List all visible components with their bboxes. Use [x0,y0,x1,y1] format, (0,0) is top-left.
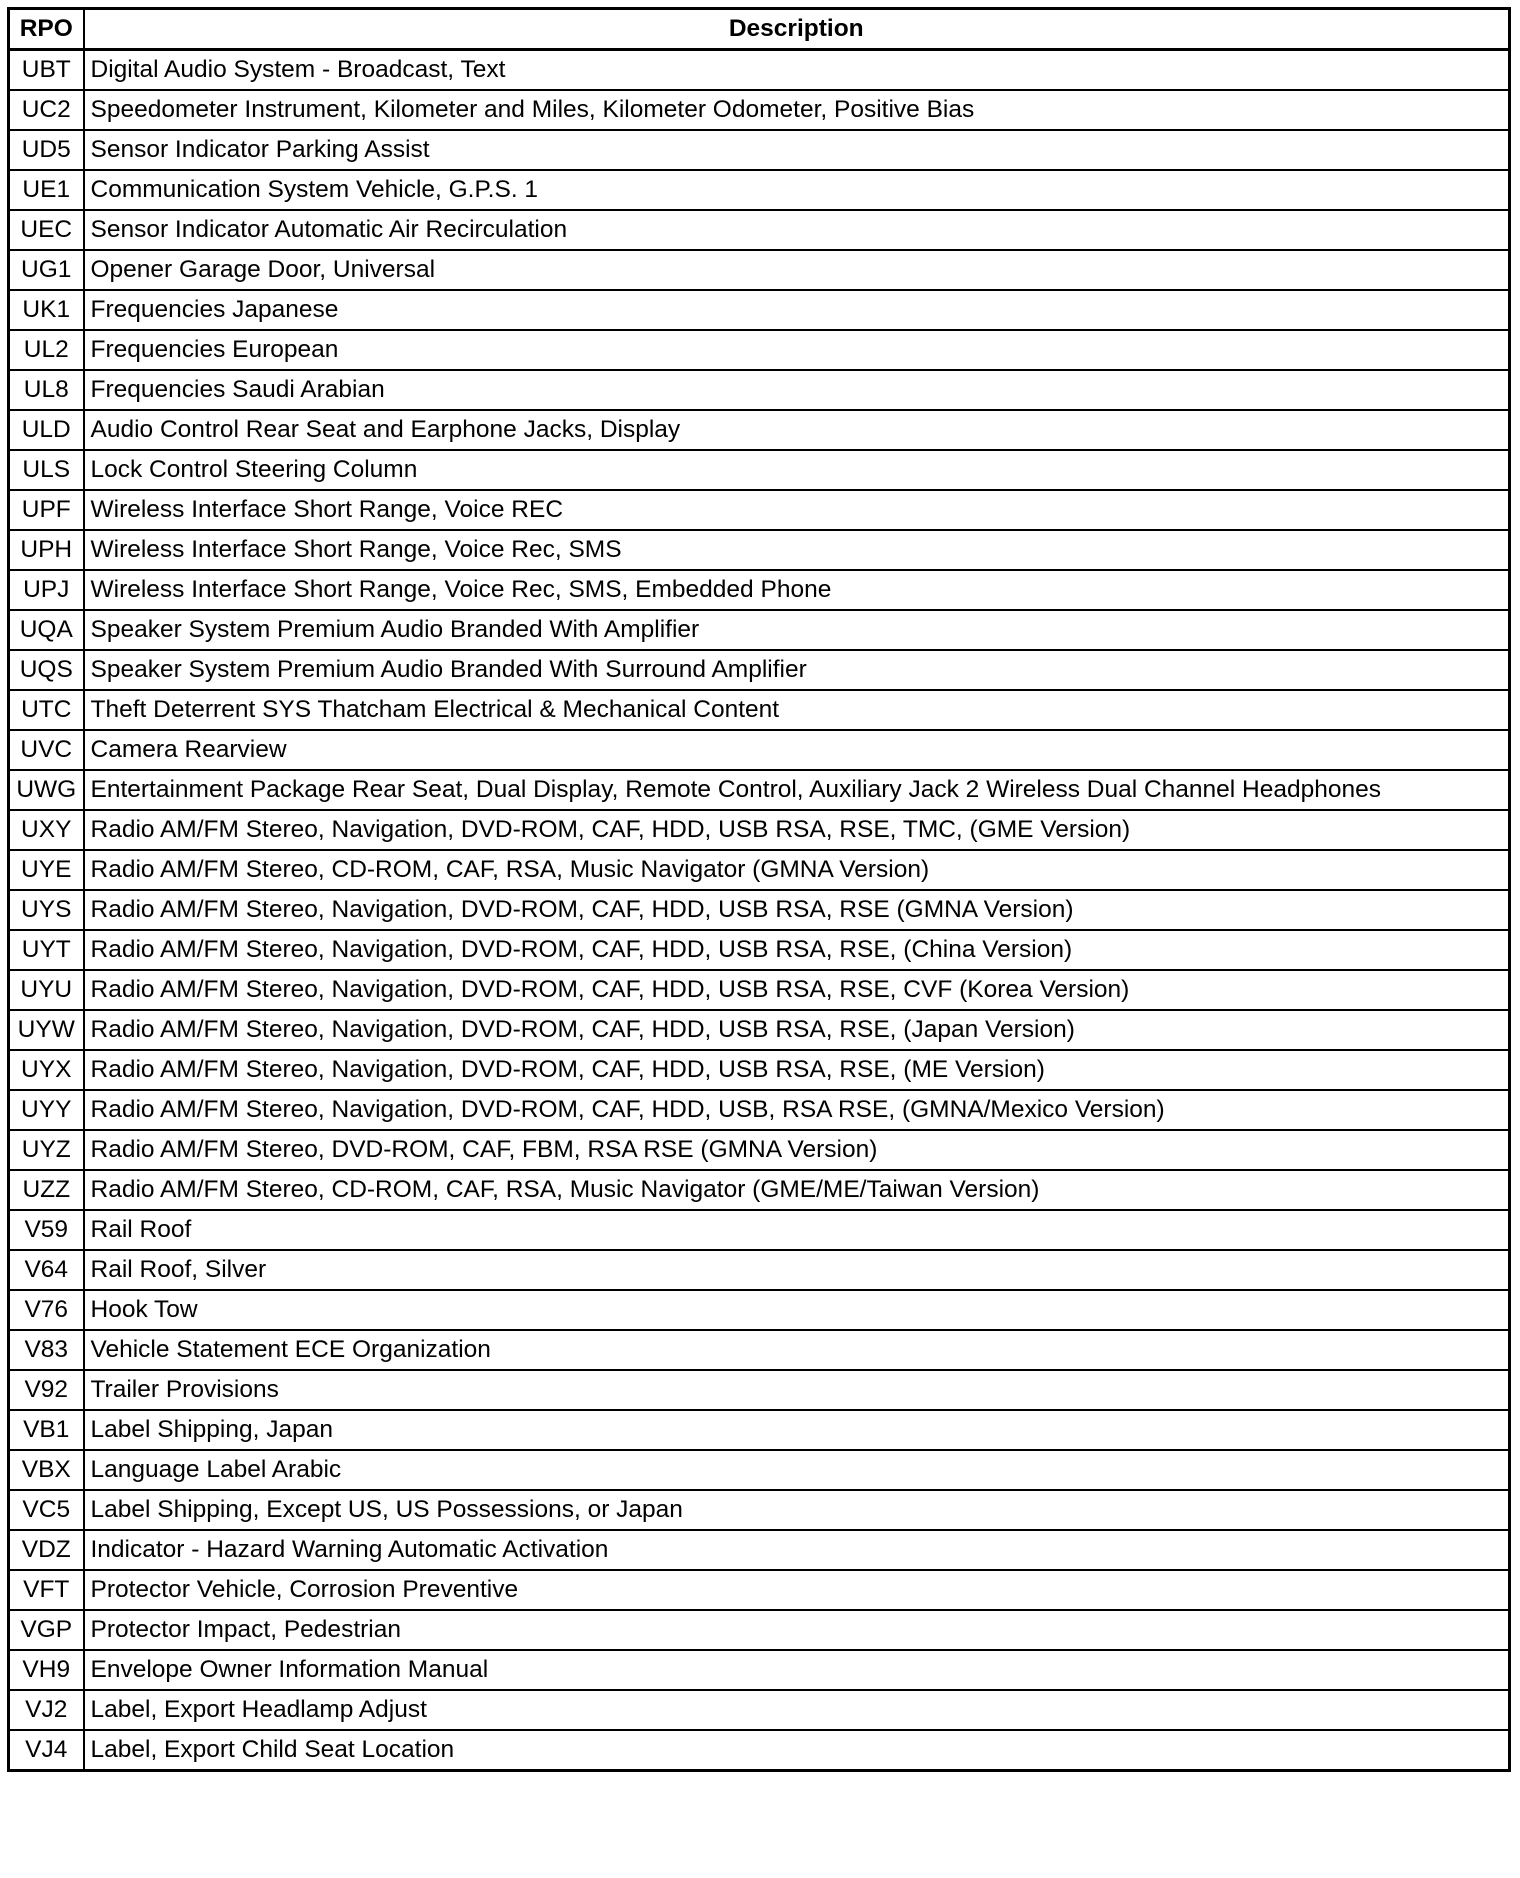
rpo-code-cell: V59 [9,1210,84,1250]
description-cell: Wireless Interface Short Range, Voice Rec, SMS [84,530,1510,570]
rpo-code-cell: UXY [9,810,84,850]
description-cell: Communication System Vehicle, G.P.S. 1 [84,170,1510,210]
rpo-code-cell: UYU [9,970,84,1010]
description-cell: Frequencies Saudi Arabian [84,370,1510,410]
rpo-code-cell: VB1 [9,1410,84,1450]
description-cell: Wireless Interface Short Range, Voice REC [84,490,1510,530]
table-row [9,1290,1510,1330]
rpo-code-cell: VJ2 [9,1690,84,1730]
rpo-code-cell: VDZ [9,1530,84,1570]
description-cell: Vehicle Statement ECE Organization [84,1330,1510,1370]
description-cell: Speaker System Premium Audio Branded With Amplifier [84,610,1510,650]
rpo-code-cell: UBT [9,50,84,91]
rpo-code-cell: VH9 [9,1650,84,1690]
description-cell: Sensor Indicator Automatic Air Recirculation [84,210,1510,250]
table-row [9,90,1510,130]
table-row [9,1490,1510,1530]
rpo-code-cell: VFT [9,1570,84,1610]
description-cell: Radio AM/FM Stereo, CD-ROM, CAF, RSA, Music Navigator (GME/ME/Taiwan Version) [84,1170,1510,1210]
description-cell: Sensor Indicator Parking Assist [84,130,1510,170]
table-row [9,1610,1510,1650]
table-row [9,570,1510,610]
rpo-code-cell: UK1 [9,290,84,330]
rpo-code-cell: UYX [9,1050,84,1090]
rpo-code-cell: UYY [9,1090,84,1130]
table-row [9,370,1510,410]
table-row [9,930,1510,970]
rpo-code-cell: UYT [9,930,84,970]
description-cell: Trailer Provisions [84,1370,1510,1410]
description-cell: Envelope Owner Information Manual [84,1650,1510,1690]
table-row [9,1090,1510,1130]
rpo-code-cell: UC2 [9,90,84,130]
rpo-code-cell: VBX [9,1450,84,1490]
table-row [9,890,1510,930]
header-row [9,9,1510,50]
description-cell: Protector Impact, Pedestrian [84,1610,1510,1650]
rpo-code-cell: UYE [9,850,84,890]
rpo-code-cell: UZZ [9,1170,84,1210]
table-row [9,50,1510,91]
table-body [9,50,1510,1771]
rpo-code-cell: UVC [9,730,84,770]
rpo-code-cell: UYS [9,890,84,930]
rpo-code-cell: VJ4 [9,1730,84,1771]
table-row [9,170,1510,210]
description-cell: Radio AM/FM Stereo, Navigation, DVD-ROM, CAF, HDD, USB RSA, RSE, (Japan Version) [84,1010,1510,1050]
table-row [9,1730,1510,1771]
table-row [9,1690,1510,1730]
table-row [9,650,1510,690]
rpo-code-cell: V76 [9,1290,84,1330]
table-row [9,210,1510,250]
description-cell: Radio AM/FM Stereo, DVD-ROM, CAF, FBM, RSA RSE (GMNA Version) [84,1130,1510,1170]
rpo-code-cell: ULD [9,410,84,450]
description-cell: Radio AM/FM Stereo, Navigation, DVD-ROM, CAF, HDD, USB RSA, RSE, (China Version) [84,930,1510,970]
table-row [9,690,1510,730]
rpo-code-cell: UWG [9,770,84,810]
description-cell: Theft Deterrent SYS Thatcham Electrical & Mechanical Content [84,690,1510,730]
rpo-code-cell: UL2 [9,330,84,370]
table-row [9,970,1510,1010]
description-cell: Digital Audio System - Broadcast, Text [84,50,1510,91]
table-row [9,1570,1510,1610]
rpo-code-cell: V92 [9,1370,84,1410]
table-row [9,530,1510,570]
description-cell: Radio AM/FM Stereo, Navigation, DVD-ROM, CAF, HDD, USB RSA, RSE, (ME Version) [84,1050,1510,1090]
description-cell: Radio AM/FM Stereo, CD-ROM, CAF, RSA, Music Navigator (GMNA Version) [84,850,1510,890]
rpo-code-cell: VC5 [9,1490,84,1530]
table-row [9,1050,1510,1090]
rpo-code-cell: UPJ [9,570,84,610]
rpo-code-cell: V83 [9,1330,84,1370]
table-row [9,1330,1510,1370]
description-cell: Radio AM/FM Stereo, Navigation, DVD-ROM, CAF, HDD, USB, RSA RSE, (GMNA/Mexico Version) [84,1090,1510,1130]
description-cell: Camera Rearview [84,730,1510,770]
rpo-code-cell: UQA [9,610,84,650]
rpo-code-cell: UQS [9,650,84,690]
table-row [9,490,1510,530]
rpo-code-cell: UPF [9,490,84,530]
rpo-code-cell: UD5 [9,130,84,170]
header-description: Description [84,9,1510,50]
description-cell: Label Shipping, Japan [84,1410,1510,1450]
rpo-code-cell: UTC [9,690,84,730]
description-cell: Opener Garage Door, Universal [84,250,1510,290]
table-row [9,130,1510,170]
rpo-code-cell: UEC [9,210,84,250]
table-row [9,410,1510,450]
description-cell: Wireless Interface Short Range, Voice Rec, SMS, Embedded Phone [84,570,1510,610]
description-cell: Radio AM/FM Stereo, Navigation, DVD-ROM, CAF, HDD, USB RSA, RSE, TMC, (GME Version) [84,810,1510,850]
table-row [9,1530,1510,1570]
rpo-code-cell: UYW [9,1010,84,1050]
table-row [9,450,1510,490]
description-cell: Radio AM/FM Stereo, Navigation, DVD-ROM, CAF, HDD, USB RSA, RSE (GMNA Version) [84,890,1510,930]
table-row [9,290,1510,330]
description-cell: Frequencies Japanese [84,290,1510,330]
table-row [9,850,1510,890]
description-cell: Speaker System Premium Audio Branded With Surround Amplifier [84,650,1510,690]
rpo-table [7,7,1511,1772]
rpo-code-cell: UL8 [9,370,84,410]
description-cell: Protector Vehicle, Corrosion Preventive [84,1570,1510,1610]
table-row [9,1170,1510,1210]
table-row [9,1250,1510,1290]
description-cell: Radio AM/FM Stereo, Navigation, DVD-ROM, CAF, HDD, USB RSA, RSE, CVF (Korea Version) [84,970,1510,1010]
description-cell: Frequencies European [84,330,1510,370]
table-row [9,610,1510,650]
table-row [9,330,1510,370]
table-row [9,1650,1510,1690]
table-row [9,1450,1510,1490]
description-cell: Label Shipping, Except US, US Possessions, or Japan [84,1490,1510,1530]
description-cell: Language Label Arabic [84,1450,1510,1490]
rpo-code-cell: VGP [9,1610,84,1650]
description-cell: Indicator - Hazard Warning Automatic Activation [84,1530,1510,1570]
description-cell: Lock Control Steering Column [84,450,1510,490]
rpo-code-cell: UYZ [9,1130,84,1170]
description-cell: Rail Roof, Silver [84,1250,1510,1290]
table-row [9,770,1510,810]
table-row [9,810,1510,850]
description-cell: Label, Export Headlamp Adjust [84,1690,1510,1730]
table-row [9,1210,1510,1250]
description-cell: Label, Export Child Seat Location [84,1730,1510,1771]
table-row [9,1410,1510,1450]
description-cell: Entertainment Package Rear Seat, Dual Display, Remote Control, Auxiliary Jack 2 Wireless Dual Channel Headphones [84,770,1510,810]
table-row [9,730,1510,770]
table-row [9,250,1510,290]
description-cell: Hook Tow [84,1290,1510,1330]
rpo-code-cell: V64 [9,1250,84,1290]
description-cell: Audio Control Rear Seat and Earphone Jacks, Display [84,410,1510,450]
description-cell: Rail Roof [84,1210,1510,1250]
header-rpo: RPO [9,9,84,50]
table-row [9,1130,1510,1170]
rpo-code-cell: UE1 [9,170,84,210]
rpo-code-cell: UG1 [9,250,84,290]
table-row [9,1370,1510,1410]
rpo-code-cell: UPH [9,530,84,570]
rpo-code-cell: ULS [9,450,84,490]
description-cell: Speedometer Instrument, Kilometer and Miles, Kilometer Odometer, Positive Bias [84,90,1510,130]
table-row [9,1010,1510,1050]
